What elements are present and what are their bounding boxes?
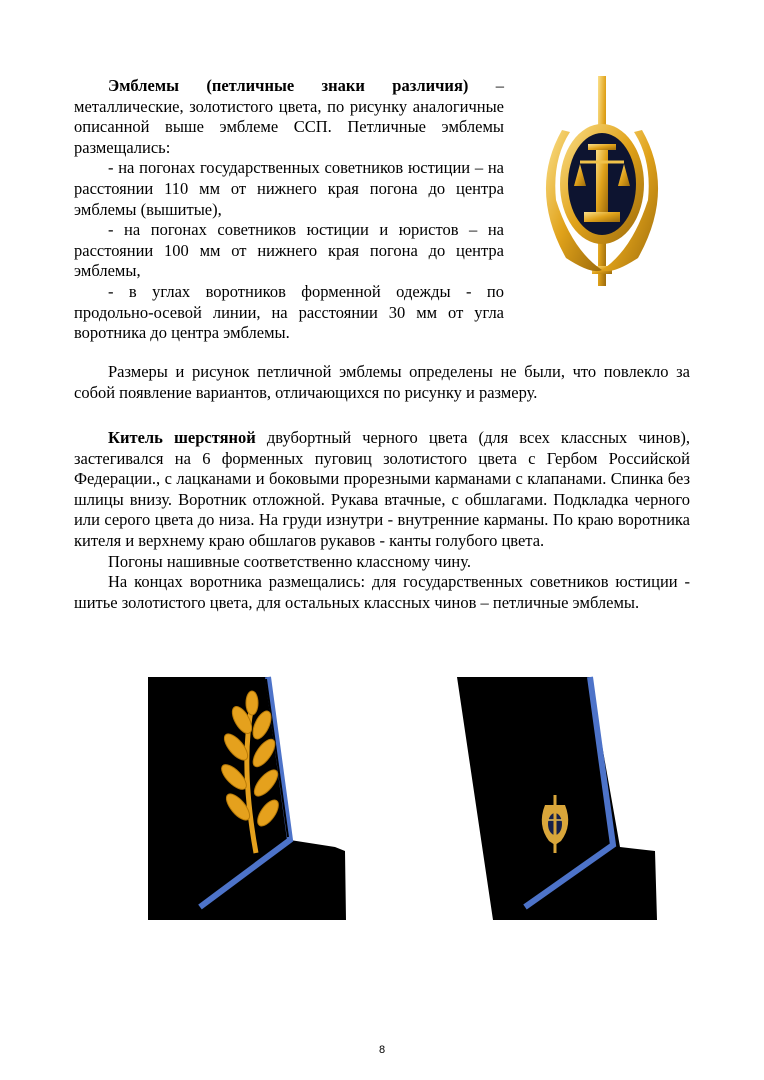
collar-emblem-image	[445, 675, 660, 925]
emblem-list-item: - на погонах советников юстиции и юристов – на расстоянии 100 мм от нижнего края погона до центра эмблемы,	[74, 220, 504, 281]
tunic-section	[74, 428, 690, 613]
collar-ends-paragraph: На концах воротника размещались: для государственных советников юстиции - шитье золотистого цвета, для остальных классных чинов – петличные эмблемы.	[74, 572, 690, 612]
tunic-heading: Китель шерстяной	[108, 428, 256, 447]
tunic-paragraph	[74, 428, 690, 552]
shoulder-boards-paragraph: Погоны нашивные соответственно классному чину.	[108, 551, 471, 571]
emblem-size-paragraph: Размеры и рисунок петличной эмблемы определены не были, что повлекло за собой появление вариантов, отличающихся по рисунку и размеру.	[74, 362, 690, 402]
emblem-list-item: - в углах воротников форменной одежды - по продольно-осевой линии, на расстоянии 30 мм от угла воротника до центра эмблемы.	[74, 281, 504, 343]
emblem-intro-text: – металлические, золотистого цвета, по рисунку аналогичные описанной выше эмблеме ССП. Петличные эмблемы размещались:	[74, 76, 505, 157]
emblem-intro-paragraph	[74, 76, 504, 158]
collar-embroidery-image	[140, 675, 355, 925]
tunic-text: двубортный черного цвета (для всех классных чинов), застегивался на 6 форменных пуговиц золотистого цвета с Гербом Российской Федерации., с лацканами и боковыми прорезными карманами с клапанами. Спинка без шлицы внизу. Воротник отложной. Рукава втачные, с обшлагами. Подкладка черного или серого цвета до низа. На груди изнутри - внутренние карманы. По краю воротника кителя и верхнему краю обшлагов рукавов - канты голубого цвета.	[74, 428, 690, 550]
emblem-list-item: - на погонах государственных советников юстиции – на расстоянии 110 мм от нижнего края погона до центра эмблемы (вышитые),	[74, 158, 504, 219]
emblem-badge-image	[522, 70, 682, 298]
emblem-heading: Эмблемы (петличные знаки различия)	[108, 76, 469, 95]
page-number: 8	[378, 1044, 386, 1056]
emblem-section	[74, 76, 504, 344]
